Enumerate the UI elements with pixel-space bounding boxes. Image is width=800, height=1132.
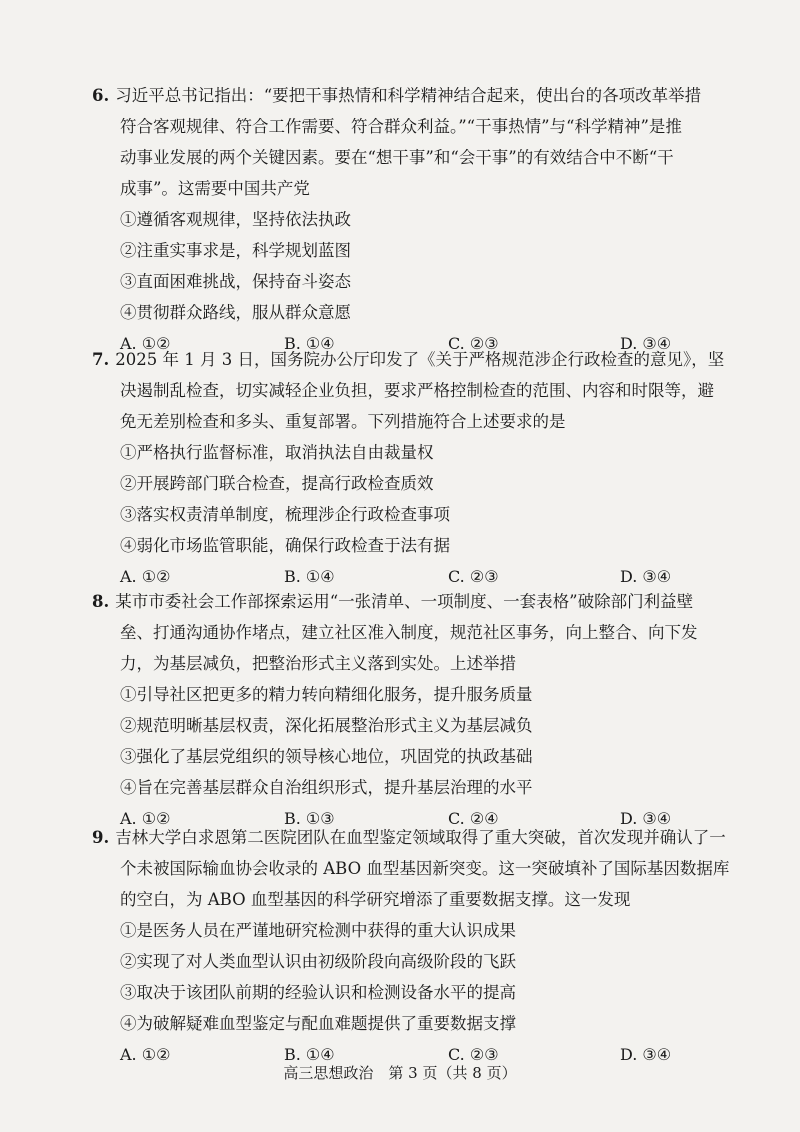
option-1: ①遵循客观规律，坚持依法执政	[120, 210, 351, 229]
answer-b: B. ①③	[284, 809, 335, 828]
answer-d: D. ③④	[620, 567, 672, 586]
question-stem	[92, 586, 732, 679]
option-2: ②注重实事求是，科学规划蓝图	[120, 241, 351, 260]
answer-b: B. ①④	[284, 334, 335, 353]
question-6	[92, 80, 732, 359]
option-4: ④弱化市场监管职能，确保行政检查于法有据	[120, 536, 450, 555]
option-3: ③落实权责清单制度，梳理涉企行政检查事项	[120, 505, 450, 524]
question-9	[92, 822, 732, 1070]
answer-a: A. ①②	[120, 1045, 171, 1064]
answer-c: C. ②③	[448, 567, 499, 586]
question-8	[92, 586, 732, 834]
option-1: ①严格执行监督标准，取消执法自由裁量权	[120, 443, 434, 462]
answer-d: D. ③④	[620, 334, 672, 353]
stem-line: 成事”。这需要中国共产党	[120, 179, 310, 198]
stem-line: 垒、打通沟通协作堵点，建立社区准入制度，规范社区事务，向上整合、向下发	[120, 623, 698, 642]
option-3: ③直面困难挑战，保持奋斗姿态	[120, 272, 351, 291]
answer-c: C. ②④	[448, 809, 499, 828]
stem-line: 符合客观规律、符合工作需要、符合群众利益。”“干事热情”与“科学精神”是推	[120, 117, 682, 136]
answer-d: D. ③④	[620, 1045, 672, 1064]
stem-line: 决遏制乱检查，切实减轻企业负担，要求严格控制检查的范围、内容和时限等，避	[120, 381, 714, 400]
stem-line: 吉林大学白求恩第二医院团队在血型鉴定领域取得了重大突破，首次发现并确认了一	[115, 828, 726, 847]
option-1: ①引导社区把更多的精力转向精细化服务，提升服务质量	[120, 685, 533, 704]
stem-line: 力，为基层减负，把整治形式主义落到实处。上述举措	[120, 654, 516, 673]
answer-a: A. ①②	[120, 567, 171, 586]
stem-line: 免无差别检查和多头、重复部署。下列措施符合上述要求的是	[120, 412, 566, 431]
answer-a: A. ①②	[120, 334, 171, 353]
stem-line: 个未被国际输血协会收录的 ABO 血型基因新突变。这一突破填补了国际基因数据库	[120, 859, 730, 878]
answer-c: C. ②③	[448, 1045, 499, 1064]
option-1: ①是医务人员在严谨地研究检测中获得的重大认识成果	[120, 921, 516, 940]
question-7	[92, 344, 732, 592]
question-stem	[92, 344, 732, 437]
question-stem	[92, 80, 732, 204]
question-number: 7.	[92, 350, 110, 369]
stem-line: 动事业发展的两个关键因素。要在“想干事”和“会干事”的有效结合中不断“干	[120, 148, 674, 167]
stem-line: 某市市委社会工作部探索运用“一张清单、一项制度、一套表格”破除部门利益壁	[115, 592, 694, 611]
option-3: ③取决于该团队前期的经验认识和检测设备水平的提高	[120, 983, 516, 1002]
question-number: 8.	[92, 592, 110, 611]
answer-d: D. ③④	[620, 809, 672, 828]
question-number: 9.	[92, 828, 110, 847]
option-2: ②规范明晰基层权责，深化拓展整治形式主义为基层减负	[120, 716, 533, 735]
question-number: 6.	[92, 86, 110, 105]
option-4: ④为破解疑难血型鉴定与配血难题提供了重要数据支撑	[120, 1014, 516, 1033]
question-stem	[92, 822, 732, 915]
option-2: ②实现了对人类血型认识由初级阶段向高级阶段的飞跃	[120, 952, 516, 971]
answer-a: A. ①②	[120, 809, 171, 828]
stem-line: 习近平总书记指出：“要把干事热情和科学精神结合起来，使出台的各项改革举措	[115, 86, 702, 105]
page-footer: 高三思想政治 第 3 页（共 8 页）	[283, 1064, 517, 1082]
option-2: ②开展跨部门联合检查，提高行政检查质效	[120, 474, 434, 493]
answer-c: C. ②③	[448, 334, 499, 353]
option-3: ③强化了基层党组织的领导核心地位，巩固党的执政基础	[120, 747, 533, 766]
stem-line: 的空白，为 ABO 血型基因的科学研究增添了重要数据支撑。这一发现	[120, 890, 631, 909]
answer-b: B. ①④	[284, 1045, 335, 1064]
option-4: ④旨在完善基层群众自治组织形式，提升基层治理的水平	[120, 778, 533, 797]
answer-b: B. ①④	[284, 567, 335, 586]
stem-line: 2025 年 1 月 3 日，国务院办公厅印发了《关于严格规范涉企行政检查的意见》，坚	[115, 350, 725, 369]
option-4: ④贯彻群众路线，服从群众意愿	[120, 303, 351, 322]
